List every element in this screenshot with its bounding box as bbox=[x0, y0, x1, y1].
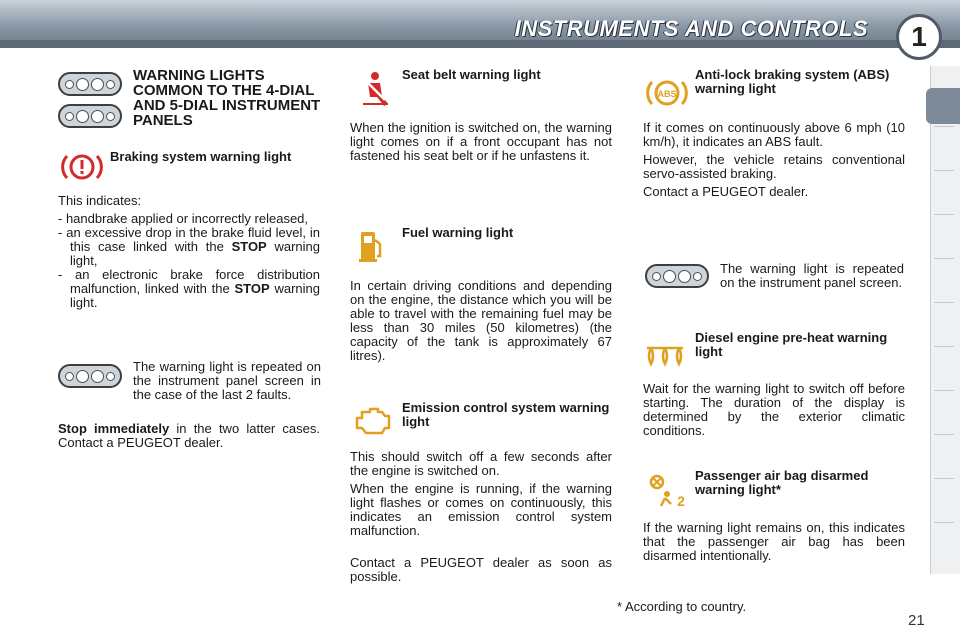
page-title: INSTRUMENTS AND CONTROLS bbox=[514, 16, 868, 41]
airbag-off-icon bbox=[647, 474, 687, 510]
chapter-tabs[interactable] bbox=[930, 66, 960, 574]
abs-heading: Anti-lock braking system (ABS) warning light bbox=[695, 67, 890, 96]
airbag-heading: Passenger air bag disarmed warning light* bbox=[695, 468, 869, 497]
abs-icon bbox=[645, 76, 689, 110]
abs-text-3: Contact a PEUGEOT dealer. bbox=[643, 184, 809, 199]
chapter-tab-active[interactable] bbox=[926, 88, 960, 124]
brake-warning-icon bbox=[60, 150, 104, 184]
footnote: * According to country. bbox=[617, 599, 747, 614]
page-header bbox=[0, 0, 960, 52]
braking-intro: This indicates: bbox=[58, 193, 142, 208]
seatbelt-text: When the ignition is switched on, the warning light comes on if a front occupant has not fastened his seat belt or if he unfastens it. bbox=[350, 120, 612, 163]
fuel-heading: Fuel warning light bbox=[402, 225, 514, 240]
list-item: - an excessive drop in the brake fluid level, in this case linked with the STOP warning light, bbox=[58, 225, 321, 268]
emission-text-2: When the engine is running, if the warning light flashes or comes on continuously, this indicates an emission control system malfunction. bbox=[350, 481, 612, 538]
repeat-note: The warning light is repeated on the instrument panel screen in the case of the last 2 faults. bbox=[133, 359, 321, 402]
list-item: - an electronic brake force distribution malfunction, linked with the STOP warning light. bbox=[58, 267, 320, 310]
abs-text-2: However, the vehicle retains conventional servo-assisted braking. bbox=[643, 152, 905, 181]
fuel-text: In certain driving conditions and depending on the engine, the distance which you will be able to travel with the remaining fuel may be less than 30 miles (50 kilometres) (the capacity of the tank is approximately 67 litres). bbox=[350, 278, 612, 363]
instrument-cluster-icon bbox=[58, 364, 122, 388]
section-title: WARNING LIGHTS COMMON TO THE 4-DIAL AND 5-DIAL INSTRUMENT PANELS bbox=[133, 67, 321, 129]
list-item: - handbrake applied or incorrectly released, bbox=[58, 211, 309, 226]
instrument-cluster-icon bbox=[645, 264, 709, 288]
page-number: 21 bbox=[908, 612, 925, 629]
braking-heading: Braking system warning light bbox=[110, 149, 292, 164]
repeat-note: The warning light is repeated on the instrument panel screen. bbox=[720, 261, 904, 290]
instrument-cluster-icon bbox=[58, 72, 122, 96]
emission-heading: Emission control system warning light bbox=[402, 400, 610, 429]
chapter-badge: 1 bbox=[896, 14, 942, 60]
airbag-text: If the warning light remains on, this indicates that the passenger air bag has been disarmed intentionally. bbox=[643, 520, 905, 563]
engine-icon bbox=[354, 404, 392, 438]
svg-text:2: 2 bbox=[677, 493, 685, 509]
preheat-coil-icon bbox=[645, 342, 685, 370]
seatbelt-icon bbox=[358, 70, 392, 108]
svg-text:ABS: ABS bbox=[657, 89, 677, 99]
emission-text-3: Contact a PEUGEOT dealer as soon as possible. bbox=[350, 555, 612, 584]
abs-text-1: If it comes on continuously above 6 mph (10 km/h), it indicates an ABS fault. bbox=[643, 120, 905, 149]
seatbelt-heading: Seat belt warning light bbox=[402, 67, 541, 82]
fuel-pump-icon bbox=[358, 228, 384, 264]
diesel-heading: Diesel engine pre-heat warning light bbox=[695, 330, 888, 359]
instrument-cluster-icon bbox=[58, 104, 122, 128]
stop-instruction: Stop immediately in the two latter cases. Contact a PEUGEOT dealer. bbox=[58, 421, 321, 450]
diesel-text: Wait for the warning light to switch off before starting. The duration of the display is determined by the exterior climatic conditions. bbox=[643, 381, 905, 438]
emission-text-1: This should switch off a few seconds after the engine is switched on. bbox=[350, 449, 612, 478]
